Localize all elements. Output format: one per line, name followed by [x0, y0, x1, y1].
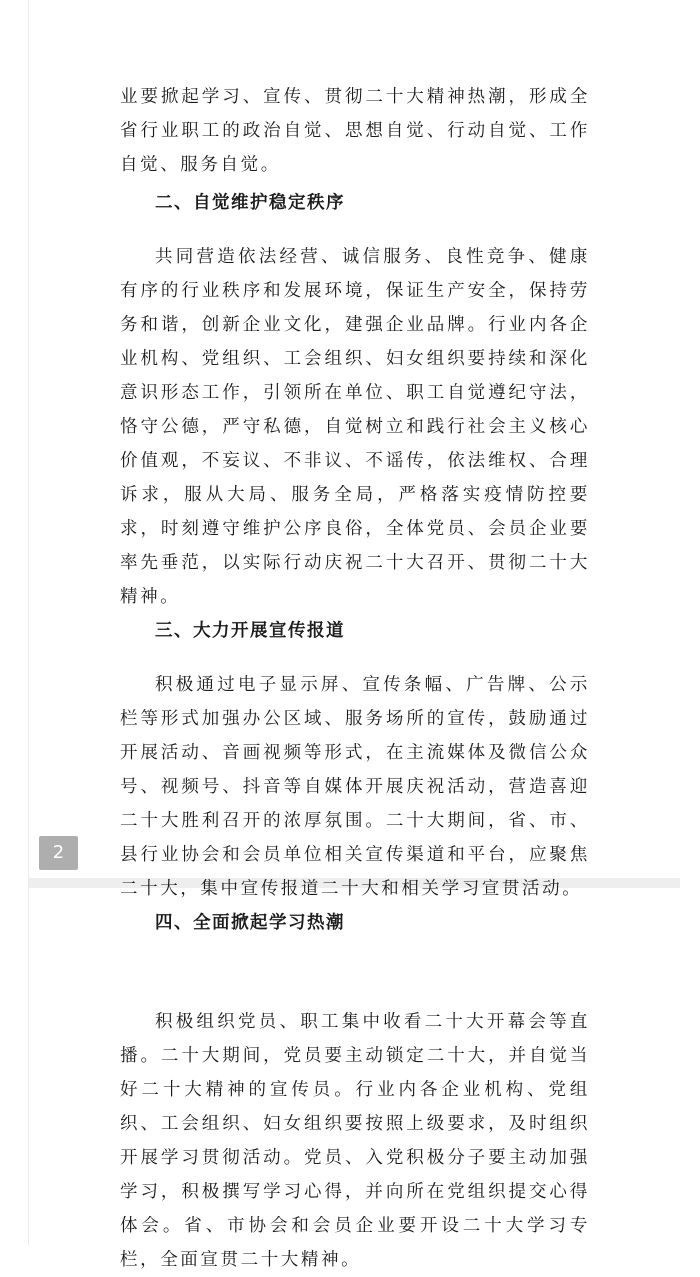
- paragraph-continuation: 业要掀起学习、宣传、贯彻二十大精神热潮，形成全省行业职工的政治自觉、思想自觉、行动自觉、工作自觉、服务自觉。: [120, 87, 590, 175]
- page-number-badge: 2: [39, 836, 78, 870]
- paragraph-section-3: 积极通过电子显示屏、宣传条幅、广告牌、公示栏等形式加强办公区域、服务场所的宣传，鼓励通过开展活动、音画视频等形式，在主流媒体及微信公众号、视频号、抖音等自媒体开展庆祝活动，营造喜迎二十大胜利召开的浓厚氛围。二十大期间，省、市、县行业协会和会员单位相关宣传渠道和平台，应聚焦二十大，集中宣传报道二十大和相关学习宣贯活动。: [120, 675, 590, 899]
- page-1-content: [120, 80, 590, 940]
- paragraph-section-2: 共同营造依法经营、诚信服务、良性竞争、健康有序的行业秩序和发展环境，保证生产安全，保持劳务和谐，创新企业文化，建强企业品牌。行业内各企业机构、党组织、工会组织、妇女组织要持续和深化意识形态工作，引领所在单位、职工自觉遵纪守法，恪守公德，严守私德，自觉树立和践行社会主义核心价值观，不妄议、不非议、不谣传，依法维权、合理诉求，服从大局、服务全局，严格落实疫情防控要求，时刻遵守维护公序良俗，全体党员、会员企业要率先垂范，以实际行动庆祝二十大召开、贯彻二十大精神。: [120, 247, 590, 607]
- paragraph-section-4: 积极组织党员、职工集中收看二十大开幕会等直播。二十大期间，党员要主动锁定二十大，并自觉当好二十大精神的宣传员。行业内各企业机构、党组织、工会组织、妇女组织要按照上级要求，及时组织开展学习贯彻活动。党员、入党积极分子要主动加强学习，积极撰写学习心得，并向所在党组织提交心得体会。省、市协会和会员企业要开设二十大学习专栏，全面宣贯二十大精神。: [120, 1012, 590, 1270]
- section-heading-4: 四、全面掀起学习热潮: [155, 913, 345, 933]
- page-2-content: [120, 1005, 590, 1277]
- section-heading-3: 三、大力开展宣传报道: [155, 621, 345, 641]
- section-heading-2: 二、自觉维护稳定秩序: [155, 193, 345, 213]
